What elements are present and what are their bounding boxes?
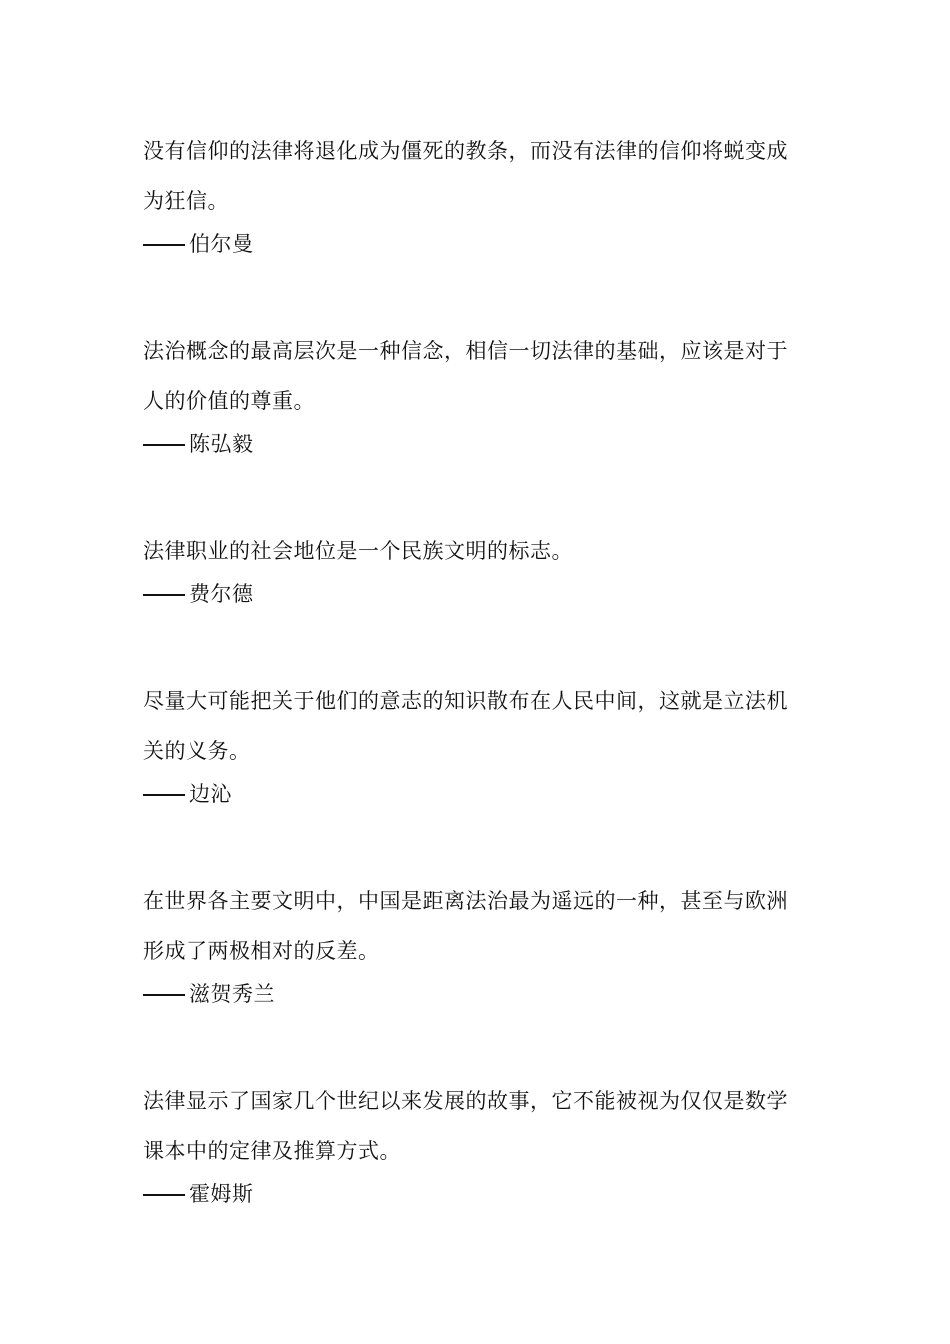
- quote-block: [143, 126, 808, 259]
- quote-block: [143, 676, 808, 809]
- quote-text: 没有信仰的法律将退化成为僵死的教条，而没有法律的信仰将蜕变成为狂信。: [143, 139, 788, 213]
- quote-attribution: [143, 979, 808, 1009]
- em-dash: [143, 594, 185, 596]
- quote-text: 法治概念的最高层次是一种信念，相信一切法律的基础，应该是对于人的价值的尊重。: [143, 339, 788, 413]
- em-dash: [143, 794, 185, 796]
- quote-text: 法律显示了国家几个世纪以来发展的故事，它不能被视为仅仅是数学课本中的定律及推算方式。: [143, 1089, 788, 1163]
- quote-author: 霍姆斯: [189, 1182, 254, 1206]
- quote-block: [143, 526, 808, 609]
- em-dash: [143, 244, 185, 246]
- quote-author: 边沁: [189, 782, 232, 806]
- quote-author: 伯尔曼: [189, 232, 254, 256]
- quote-block: [143, 326, 808, 459]
- quote-author: 费尔德: [189, 582, 254, 606]
- quote-author: 滋贺秀兰: [189, 982, 275, 1006]
- quote-block: [143, 1076, 808, 1209]
- quote-block: [143, 876, 808, 1009]
- quote-attribution: [143, 579, 808, 609]
- quote-attribution: [143, 429, 808, 459]
- quote-attribution: [143, 779, 808, 809]
- quote-text: 法律职业的社会地位是一个民族文明的标志。: [143, 539, 573, 563]
- quote-author: 陈弘毅: [189, 432, 254, 456]
- quote-text: 尽量大可能把关于他们的意志的知识散布在人民中间，这就是立法机关的义务。: [143, 689, 788, 763]
- quote-attribution: [143, 229, 808, 259]
- em-dash: [143, 1194, 185, 1196]
- em-dash: [143, 444, 185, 446]
- em-dash: [143, 994, 185, 996]
- quote-attribution: [143, 1179, 808, 1209]
- quote-text: 在世界各主要文明中，中国是距离法治最为遥远的一种，甚至与欧洲形成了两极相对的反差。: [143, 889, 788, 963]
